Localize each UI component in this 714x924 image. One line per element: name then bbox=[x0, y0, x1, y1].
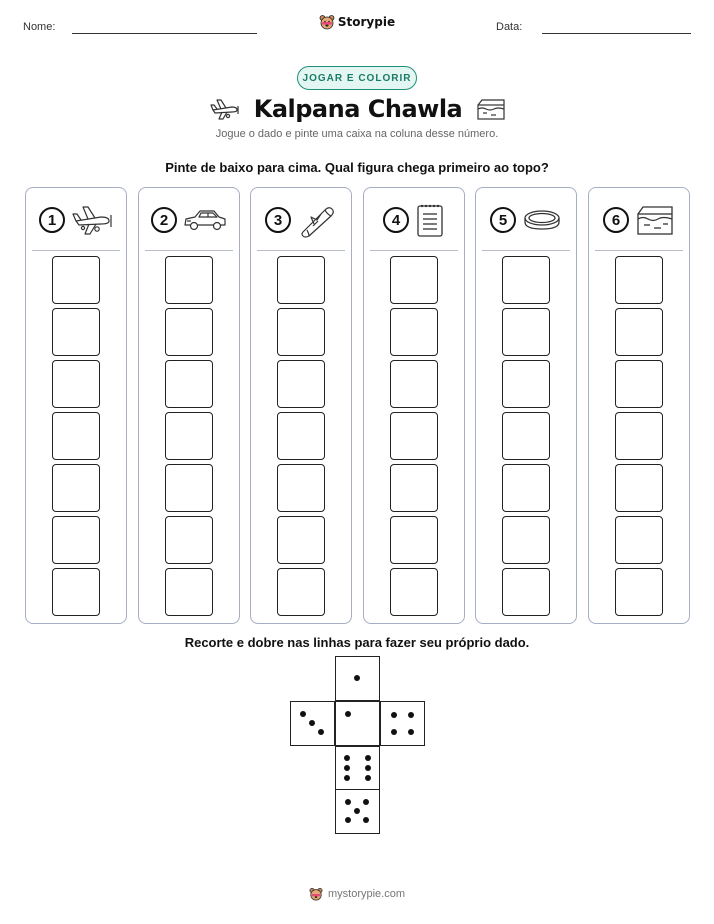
color-box[interactable] bbox=[165, 464, 213, 512]
color-box[interactable] bbox=[615, 308, 663, 356]
color-box[interactable] bbox=[165, 412, 213, 460]
color-box[interactable] bbox=[502, 256, 550, 304]
die-face-bottom[interactable] bbox=[335, 789, 380, 834]
date-line[interactable] bbox=[542, 33, 691, 34]
page-title: Kalpana Chawla bbox=[253, 95, 463, 123]
column-4 bbox=[363, 187, 465, 624]
airplane-icon bbox=[71, 203, 113, 237]
storypie-bear-logo-icon bbox=[309, 887, 323, 901]
die-face-top[interactable] bbox=[335, 656, 380, 701]
column-number: 3 bbox=[265, 207, 291, 233]
coloring-instruction: Pinte de baixo para cima. Qual figura chega primeiro ao topo? bbox=[165, 160, 549, 175]
color-box[interactable] bbox=[277, 464, 325, 512]
column-3 bbox=[250, 187, 352, 624]
color-box[interactable] bbox=[390, 256, 438, 304]
color-box[interactable] bbox=[502, 412, 550, 460]
column-number: 6 bbox=[603, 207, 629, 233]
color-box[interactable] bbox=[277, 412, 325, 460]
subtitle: Jogue o dado e pinte uma caixa na coluna desse número. bbox=[215, 128, 499, 140]
column-2 bbox=[138, 187, 240, 624]
brand-logo bbox=[0, 14, 714, 30]
color-box[interactable] bbox=[277, 516, 325, 564]
color-box[interactable] bbox=[52, 464, 100, 512]
color-box[interactable] bbox=[165, 256, 213, 304]
car-icon bbox=[183, 205, 227, 235]
color-box[interactable] bbox=[390, 464, 438, 512]
footer bbox=[0, 887, 714, 901]
date-label: Data: bbox=[496, 21, 523, 33]
color-box[interactable] bbox=[615, 568, 663, 616]
color-box[interactable] bbox=[277, 256, 325, 304]
color-box[interactable] bbox=[502, 464, 550, 512]
brand-name: Storypie bbox=[337, 15, 396, 29]
color-box[interactable] bbox=[390, 568, 438, 616]
color-box[interactable] bbox=[615, 360, 663, 408]
die-face-right[interactable] bbox=[380, 701, 425, 746]
column-number: 5 bbox=[490, 207, 516, 233]
color-box[interactable] bbox=[52, 308, 100, 356]
title-row bbox=[0, 92, 714, 126]
cake-icon bbox=[476, 97, 506, 121]
color-box[interactable] bbox=[277, 360, 325, 408]
color-box[interactable] bbox=[165, 516, 213, 564]
color-box[interactable] bbox=[165, 360, 213, 408]
color-box[interactable] bbox=[390, 412, 438, 460]
color-box[interactable] bbox=[615, 516, 663, 564]
column-number: 2 bbox=[151, 207, 177, 233]
activity-badge: JOGAR E COLORIR bbox=[297, 66, 417, 90]
color-box[interactable] bbox=[615, 412, 663, 460]
color-box[interactable] bbox=[502, 360, 550, 408]
column-6 bbox=[588, 187, 690, 624]
notepad-icon bbox=[415, 202, 445, 238]
color-box[interactable] bbox=[502, 568, 550, 616]
die-face-lower[interactable] bbox=[335, 746, 380, 791]
color-box[interactable] bbox=[615, 464, 663, 512]
column-number: 4 bbox=[383, 207, 409, 233]
name-label: Nome: bbox=[23, 21, 56, 33]
color-box[interactable] bbox=[165, 308, 213, 356]
color-box[interactable] bbox=[502, 516, 550, 564]
color-box[interactable] bbox=[277, 308, 325, 356]
color-box[interactable] bbox=[390, 360, 438, 408]
color-box[interactable] bbox=[52, 516, 100, 564]
color-box[interactable] bbox=[52, 256, 100, 304]
color-box[interactable] bbox=[165, 568, 213, 616]
die-face-center[interactable] bbox=[335, 701, 380, 746]
color-box[interactable] bbox=[390, 516, 438, 564]
color-box[interactable] bbox=[52, 360, 100, 408]
column-1 bbox=[25, 187, 127, 624]
ring-icon bbox=[522, 206, 562, 234]
storypie-bear-logo-icon bbox=[319, 14, 335, 30]
column-5 bbox=[475, 187, 577, 624]
die-face-left[interactable] bbox=[290, 701, 335, 746]
color-box[interactable] bbox=[615, 256, 663, 304]
color-box[interactable] bbox=[390, 308, 438, 356]
color-box[interactable] bbox=[502, 308, 550, 356]
diploma-scroll-icon bbox=[297, 202, 337, 238]
column-number: 1 bbox=[39, 207, 65, 233]
dice-instruction: Recorte e dobre nas linhas para fazer seu próprio dado. bbox=[184, 635, 530, 650]
airplane-icon bbox=[208, 97, 240, 121]
footer-url[interactable]: mystorypie.com bbox=[327, 888, 406, 900]
color-box[interactable] bbox=[52, 568, 100, 616]
cake-icon bbox=[635, 203, 675, 237]
name-line[interactable] bbox=[72, 33, 257, 34]
color-box[interactable] bbox=[277, 568, 325, 616]
color-box[interactable] bbox=[52, 412, 100, 460]
